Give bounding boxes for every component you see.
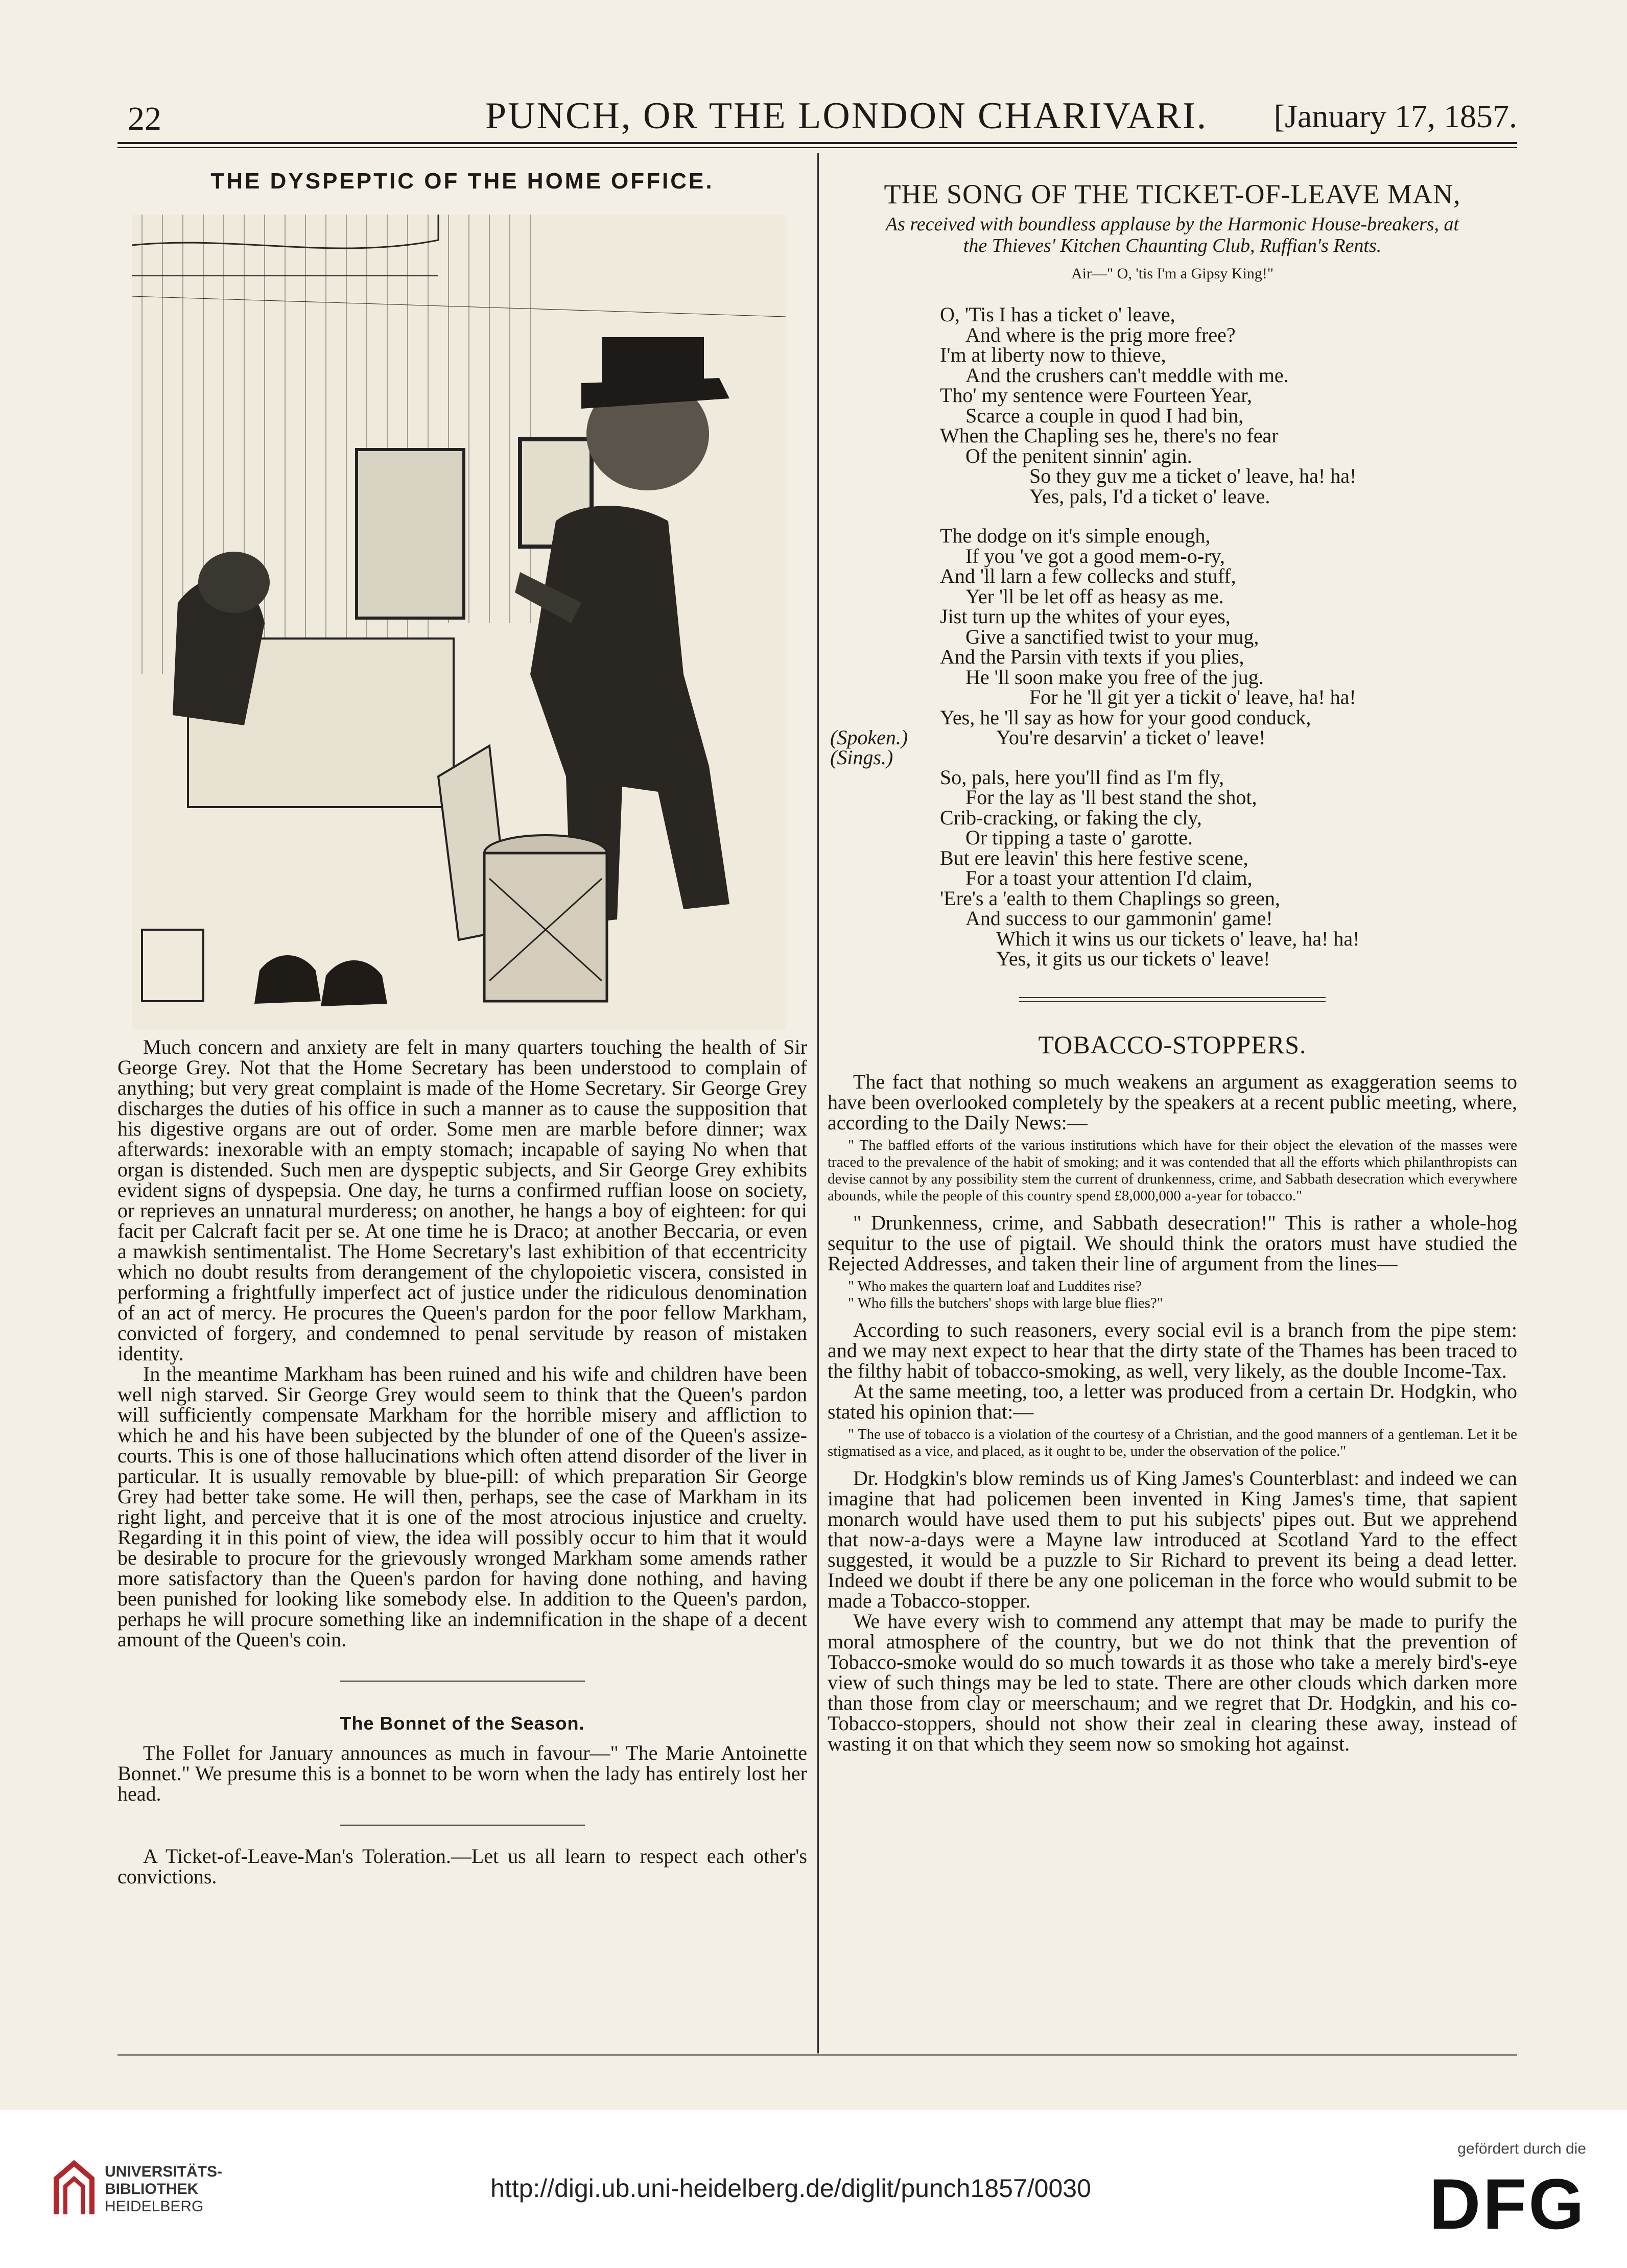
header-rule-thin	[117, 147, 1517, 148]
toleration-paragraph: A Ticket-of-Leave-Man's Toleration.—Let us all learn to respect each other's convictions.	[117, 1845, 807, 1888]
tobacco-quote: " The baffled efforts of the various institutions which have for their object the elevation of the masses were traced to the prevalence of the habit of smoking; and it was contended that all the efforts which philanthropists can devise cannot by any possibility stem the current of drunkenness, crime, and Sabbath desecration which everywhere abounds, while the people of this country spend £8,000,000 a-year for tobacco."	[828, 1137, 1517, 1204]
issue-date: [January 17, 1857.	[1274, 98, 1517, 134]
quote-line: " Who fills the butchers' shops with large blue flies?"	[848, 1294, 1163, 1311]
left-column	[117, 171, 807, 192]
stanza-3	[940, 767, 1517, 969]
tobacco-paragraph: The fact that nothing so much weakens an argument as exaggeration seems to have been overlooked completely by the speakers at a recent public meeting, where, according to the Daily News:—	[828, 1070, 1517, 1134]
tobacco-paragraph: Dr. Hodgkin's blow reminds us of King James's Counterblast: and indeed we can imagine that had policemen been invented in King James's time, that sapient monarch would have used them to put his subjects' pipes out. But we apprehend that now-a-days were a Mayne law introduced at Scotland Yard to the effect suggested, it would be a puzzle to Sir Richard to prevent its being a dead letter. Indeed we doubt if there be any one policeman in the force who would submit to be made a Tobacco-stopper.	[828, 1466, 1517, 1612]
quote-line: " Who makes the quartern loaf and Luddites rise?	[848, 1278, 1142, 1294]
spoken-label: (Spoken.)	[830, 726, 908, 749]
bonnet-paragraph: The Follet for January announces as much in favour—" The Marie Antoinette Bonnet." We presume this is a bonnet to be worn when the lady has entirely lost her head.	[117, 1741, 807, 1805]
section-rule-double	[1019, 997, 1326, 1002]
verse-line: So, pals, here you'll find as I'm fly,	[940, 765, 1224, 789]
verse-line: For he 'll git yer a tickit o' leave, ha! ha!	[1029, 686, 1356, 708]
verse-line: And 'll larn a few collecks and stuff,	[940, 564, 1236, 587]
masthead-title: PUNCH, OR THE LONDON CHARIVARI.	[485, 95, 1208, 137]
verse-line: When the Chapling ses he, there's no fear	[940, 424, 1279, 447]
verse-line: If you 've got a good mem-o-ry,	[965, 544, 1225, 568]
verse-line: Yes, it gits us our tickets o' leave!	[996, 947, 1270, 970]
bottom-rule	[117, 2054, 1517, 2056]
left-column-text	[117, 1037, 807, 1887]
tobacco-paragraph: At the same meeting, too, a letter was produced from a certain Dr. Hodgkin, who stated his opinion that:—	[828, 1379, 1517, 1423]
digitization-footer	[0, 2110, 1627, 2268]
verse-line: And the Parsin vith texts if you plies,	[940, 645, 1244, 668]
verse-line: He 'll soon make you free of the jug.	[965, 665, 1264, 689]
right-column	[828, 179, 1517, 1754]
song-subtitle: As received with boundless applause by the Harmonic House-breakers, at	[885, 214, 1459, 235]
stanza-1	[940, 304, 1517, 506]
verse-line: Of the penitent sinnin' agin.	[965, 444, 1192, 467]
library-logo-icon	[51, 2158, 97, 2219]
cartoon-illustration	[132, 215, 786, 1029]
column-divider	[817, 153, 819, 2053]
cartoon-heading: THE DYSPEPTIC OF THE HOME OFFICE.	[210, 169, 714, 194]
verse-line: I'm at liberty now to thieve,	[940, 343, 1166, 366]
verse-line: Or tipping a taste o' garotte.	[965, 826, 1193, 849]
page-number: 22	[128, 100, 161, 137]
verse-line: And the crushers can't meddle with me.	[965, 363, 1289, 387]
library-line: BIBLIOTHEK	[105, 2181, 199, 2198]
page-header	[117, 94, 1517, 135]
stanza-2	[830, 524, 1517, 769]
sponsor-text: gefördert durch die	[1457, 2140, 1586, 2157]
tobacco-heading: TOBACCO-STOPPERS.	[1038, 1030, 1307, 1059]
verse-line: Give a sanctified twist to your mug,	[965, 625, 1259, 648]
verse-line: O, 'Tis I has a ticket o' leave,	[940, 303, 1175, 326]
verse-line: Crib-cracking, or faking the cly,	[940, 806, 1202, 829]
tobacco-paragraph: According to such reasoners, every social evil is a branch from the pipe stem: and we may next expect to hear that the dirty state of the Thames has been traced to the filthy habit of tobacco-smoking, as well, very likely, as the double Income-Tax.	[828, 1318, 1517, 1382]
tobacco-paragraph: " Drunkenness, crime, and Sabbath desecration!" This is rather a whole-hog sequitur to the use of pigtail. We should think the orators must have studied the Rejected Addresses, and taken their line of argument from the lines—	[828, 1211, 1517, 1275]
tobacco-paragraph: We have every wish to commend any attempt that may be made to purify the moral atmosphere of the country, but we do not think that the prevention of Tobacco-smoke would do so much towards it as those who take a merely bird's-eye view of such things may be led to state. There are other clouds which darken more than those from clay or meerschaum; and we regret that Dr. Hodgkin, and his co-Tobacco-stoppers, should not show their zeal in clearing these away, instead of wasting it on that which they seem now so smoking hot against.	[828, 1609, 1517, 1755]
tobacco-quote: " The use of tobacco is a violation of the courtesy of a Christian, and the good manners of a gentleman. Let it be stigmatised as a vice, and placed, as it ought to be, under the observation of the police."	[828, 1426, 1517, 1459]
header-rule	[117, 142, 1517, 144]
verse-line: Yer 'll be let off as heasy as me.	[965, 584, 1224, 608]
bonnet-heading: The Bonnet of the Season.	[340, 1713, 585, 1734]
verse-line: For a toast your attention I'd claim,	[965, 866, 1253, 889]
permalink-url[interactable]: http://digi.ub.uni-heidelberg.de/diglit/punch1857/0030	[490, 2174, 1091, 2203]
verse-line: Tho' my sentence were Fourteen Year,	[940, 384, 1252, 407]
verse-line: But ere leavin' this here festive scene,	[940, 846, 1248, 869]
verse-line: Which it wins us our tickets o' leave, ha! ha!	[996, 927, 1360, 950]
dfg-logo: DFG	[1429, 2164, 1586, 2244]
song-subtitle-2: the Thieves' Kitchen Chaunting Club, Ruffian's Rents.	[963, 235, 1382, 256]
library-line: UNIVERSITÄTS-	[105, 2163, 223, 2180]
verse-line: The dodge on it's simple enough,	[940, 524, 1211, 547]
article-paragraph: Much concern and anxiety are felt in many quarters touching the health of Sir George Grey. Not that the Home Secretary has been understood to complain of anything; but very great complaint is made of the Home Secretary. Sir George Grey discharges the duties of his office in such a manner as to cause the supposition that his digestive organs are out of order. Some men are marble before dinner; wax afterwards: inexorable with an empty stomach; incapable of saying No when that organ is distended. Such men are dyspeptic subjects, and Sir George Grey exhibits evident signs of dyspepsia. One day, he turns a confirmed ruffian loose on society, or reprieves an unnatural murderess; on another, he hangs a boy of eighteen: for qui facit per Calcraft facit per se. At one time he is Draco; at another Beccaria, or even a mawkish sentimentalist. The Home Secretary's last exhibition of that eccentricity which no doubt results from derangement of the chylopoietic viscera, consisted in performing a frightfully imperfect act of justice under the ridiculous denomination of an act of mercy. He procures the Queen's pardon for the poor fellow Markham, convicted of forgery, and condemned to penal servitude by reason of mistaken identity.	[117, 1035, 807, 1365]
verse-line: And success to our gammonin' game!	[965, 907, 1273, 930]
verse-line: Scarce a couple in quod I had bin,	[965, 404, 1244, 427]
section-rule	[340, 1825, 585, 1826]
verse-line: Yes, he 'll say as how for your good conduck,	[940, 705, 1311, 729]
verse-line: And where is the prig more free?	[965, 323, 1236, 346]
library-name	[105, 2163, 222, 2215]
song-title: THE SONG OF THE TICKET-OF-LEAVE MAN,	[884, 179, 1461, 209]
verse-line: Jist turn up the whites of your eyes,	[940, 605, 1231, 628]
section-rule	[340, 1681, 585, 1682]
verse-line: For the lay as 'll best stand the shot,	[965, 786, 1257, 809]
verse-line: You're desarvin' a ticket o' leave!	[996, 726, 1266, 749]
verse-line: So they guv me a ticket o' leave, ha! ha!	[1029, 464, 1357, 487]
sings-label: (Sings.)	[830, 746, 893, 769]
library-line: HEIDELBERG	[105, 2198, 204, 2215]
song-air: Air—" O, 'tis I'm a Gipsy King!"	[1071, 265, 1274, 282]
verse-line: Yes, pals, I'd a ticket o' leave.	[1029, 484, 1270, 508]
verse-line: 'Ere's a 'ealth to them Chaplings so green,	[940, 886, 1280, 910]
article-paragraph: In the meantime Markham has been ruined and his wife and children have been well nigh starved. Sir George Grey would seem to think that the Queen's pardon will sufficiently compensate Markham for the horrible misery and affliction to which he and his have been subjected by the blunder of one of the Queen's assize-courts. This is one of those hallucinations which often attend disorder of the liver in particular. It is usually removable by blue-pill: of which preparation Sir George Grey had better take some. He will then, perhaps, see the case of Markham in its right light, and perceive that it is one of the most atrocious injustice and cruelty. Regarding it in this point of view, the idea will possibly occur to him that it would be desirable to procure for the grievously wronged Markham some amends rather more satisfactory than the Queen's pardon for having done nothing, and having been punished for looking like somebody else. In addition to the Queen's pardon, perhaps he will procure something like an indemnification in the shape of a decent amount of the Queen's coin.	[117, 1362, 807, 1651]
